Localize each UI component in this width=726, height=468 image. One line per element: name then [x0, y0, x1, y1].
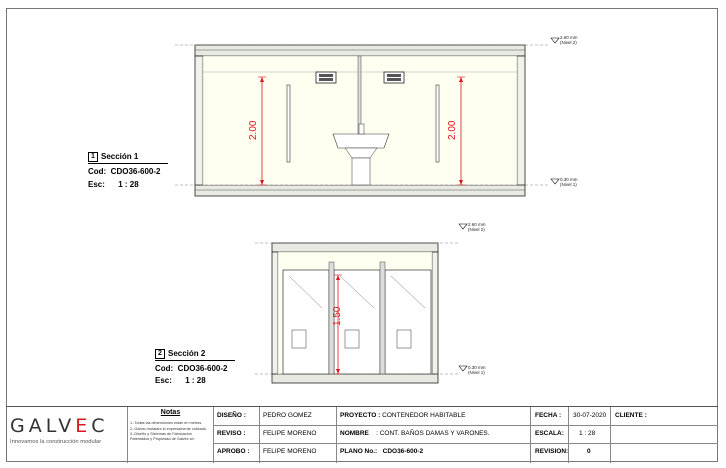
date-value: 30-07-2020 [573, 412, 607, 419]
section-2-name: Sección 2 [168, 349, 206, 359]
section-1-drawing [175, 38, 559, 196]
section-1-underline [88, 163, 168, 164]
project-name: CONTENEDOR HABITABLE [382, 412, 466, 419]
section-2-dim-center: 1.50 [332, 306, 343, 326]
section-2-drawing [255, 224, 467, 383]
note-item: 1.-Todas las dimensiones estan en metros. [130, 421, 203, 425]
plan-number: CDO36-600-2 [382, 448, 424, 455]
drawing-name: : CONT. BAÑOS DAMAS Y VARONES. [376, 430, 490, 437]
section-1-dim-left: 2.00 [248, 120, 259, 140]
section-1-bottom-level: 0.30 mm (Nivel 1) [560, 177, 578, 187]
meta-values [568, 407, 610, 463]
section-1-esc: Esc: 1 : 28 [88, 180, 139, 189]
reviewer-name: FELIPE MORENO [263, 430, 317, 437]
revision-value: 0 [587, 448, 591, 455]
section-2-bottom-level: 0.30 mm (Nivel 1) [468, 365, 486, 375]
people-values [259, 407, 336, 463]
note-item: 2.-Galvec instalara lo expresamente cotizado. [130, 427, 208, 431]
section-1-dim-right: 2.00 [447, 120, 458, 140]
project-info: PROYECTO : CONTENEDOR HABITABLE NOMBRE : CONT. BAÑOS DAMAS Y VARONES. PLANO No.: CDO36-600-2 [336, 407, 530, 463]
section-2-title [155, 349, 205, 359]
people-labels: DISEÑO : REVISO : APROBO : [213, 407, 259, 463]
logo-wordmark: GALVEC [10, 415, 109, 437]
section-1-number: 1 [88, 152, 98, 162]
notes-title: Notas [160, 409, 181, 416]
title-block [6, 406, 718, 462]
section-2-esc: Esc: 1 : 28 [155, 376, 206, 385]
company-logo [10, 415, 130, 445]
section-1-name: Sección 1 [101, 152, 139, 162]
notes-list [128, 420, 213, 442]
section-2-number: 2 [155, 349, 165, 359]
note-item: 3.-Diseño y Sistemas de Fabricacion Patentados y Propiedad de Galvec srl. [130, 432, 195, 441]
section-2-top-level: 2.60 mm (Nivel 2) [468, 222, 486, 232]
section-1-cod: Cod: CDO36-600-2 [88, 167, 161, 176]
section-2-underline [155, 360, 235, 361]
section-1-title [88, 152, 138, 162]
designer-name: PEDRO GOMEZ [263, 412, 312, 419]
scale-value: 1 : 28 [579, 430, 596, 437]
notes-panel [127, 407, 213, 463]
meta-labels: FECHA : ESCALA: REVISION: [530, 407, 568, 463]
client-panel: CLIENTE : [610, 407, 718, 463]
section-1-top-level: 2.60 mm (Nivel 2) [560, 35, 578, 45]
logo-tagline: Innovamos la construcción modular [10, 439, 102, 445]
approver-name: FELIPE MORENO [263, 448, 317, 455]
section-2-cod: Cod: CDO36-600-2 [155, 364, 228, 373]
